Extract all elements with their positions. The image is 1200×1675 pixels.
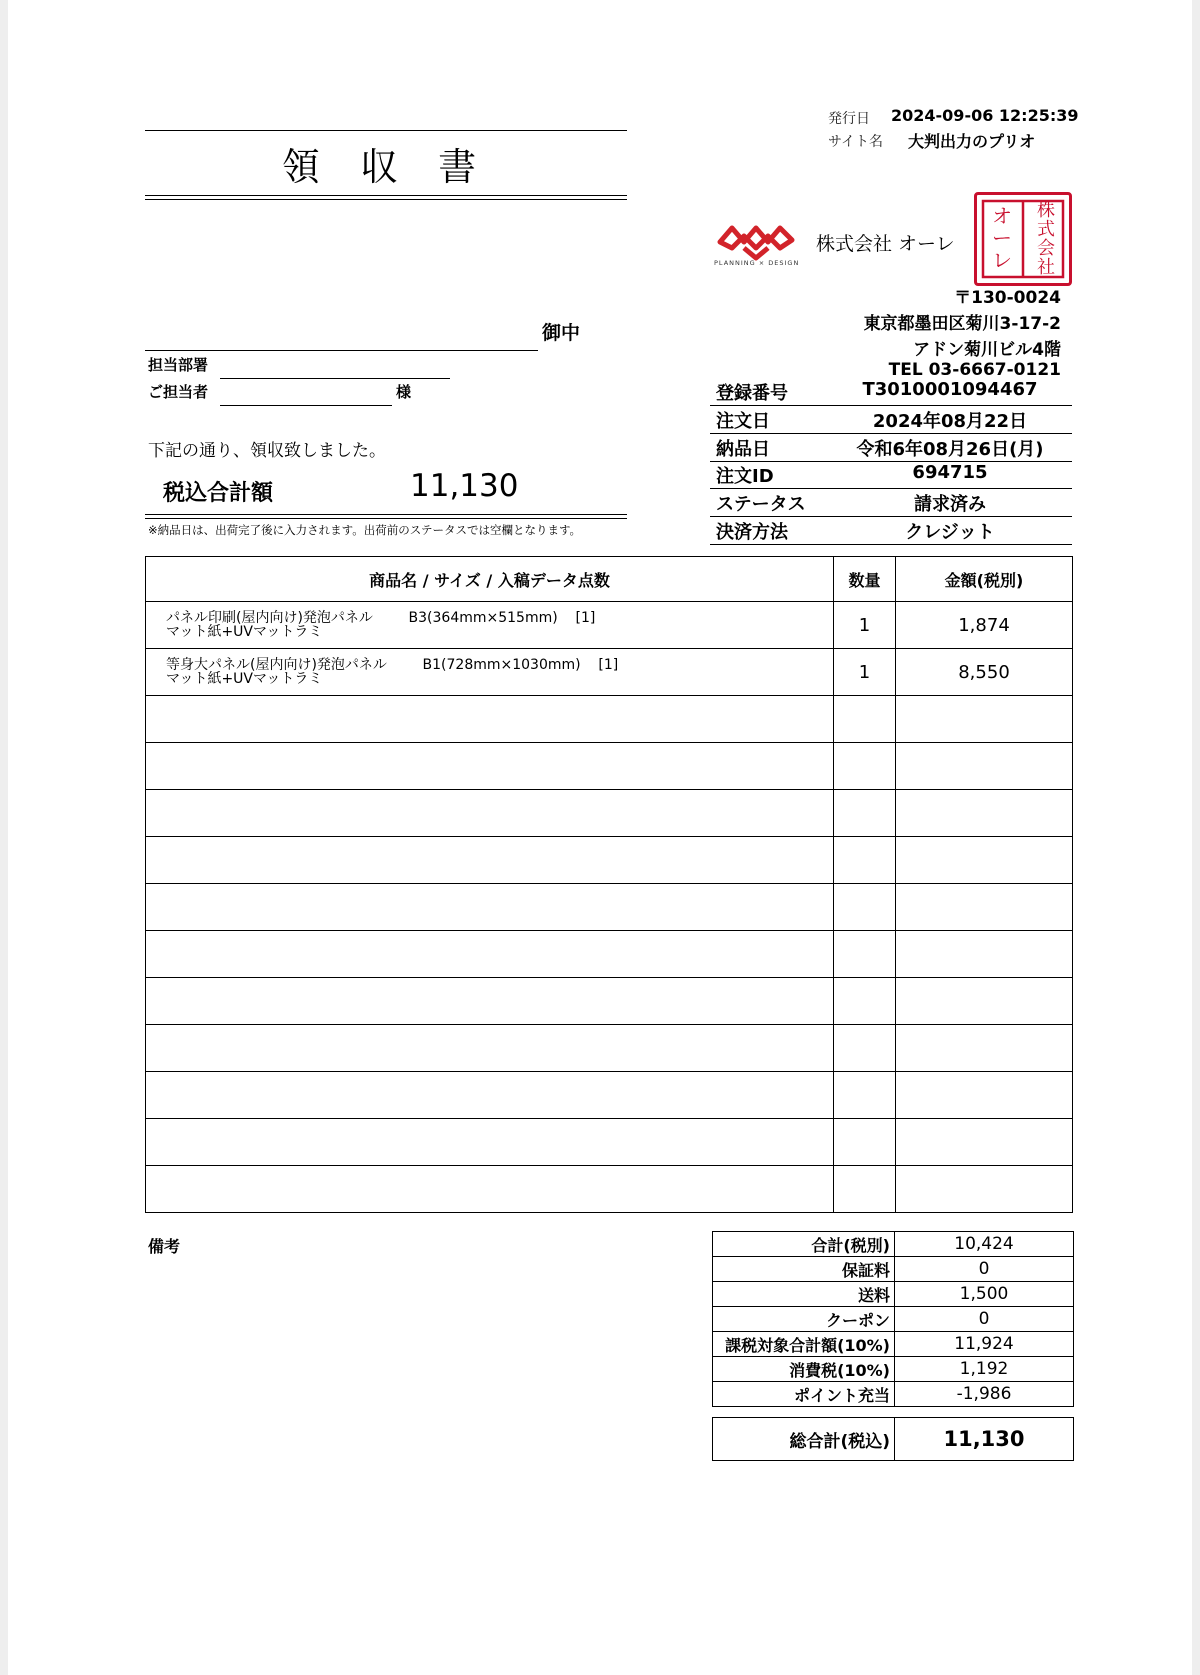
totals-label: 合計(税別) bbox=[713, 1232, 895, 1257]
order-info-label: 注文日 bbox=[716, 411, 770, 432]
empty-row bbox=[146, 743, 1073, 790]
company-postal: 〒130-0024 bbox=[954, 288, 1061, 308]
header-quantity: 数量 bbox=[834, 557, 896, 602]
seal-text-right: 株式会社 bbox=[1037, 200, 1055, 278]
order-info-value: 請求済み bbox=[914, 494, 986, 515]
company-tel: TEL 03-6667-0121 bbox=[888, 360, 1061, 380]
company-address-1: 東京都墨田区菊川3-17-2 bbox=[863, 314, 1061, 334]
items-header-row bbox=[146, 557, 1073, 602]
title-top-rule bbox=[145, 130, 627, 131]
order-info-value: 令和6年08月26日(月) bbox=[856, 439, 1044, 460]
totals-row bbox=[713, 1257, 1074, 1282]
totals-row bbox=[713, 1357, 1074, 1382]
item-amount: 8,550 bbox=[896, 649, 1073, 696]
totals-value: 0 bbox=[895, 1257, 1074, 1282]
totals-row bbox=[713, 1307, 1074, 1332]
totals-row bbox=[713, 1282, 1074, 1307]
header-amount: 金額(税別) bbox=[896, 557, 1073, 602]
site-name-value: 大判出力のプリオ bbox=[908, 132, 1036, 151]
empty-row bbox=[146, 790, 1073, 837]
company-address-2: アドン菊川ビル4階 bbox=[913, 340, 1061, 360]
item-amount: 1,874 bbox=[896, 602, 1073, 649]
item-finish: マット紙+UVマットラミ bbox=[166, 624, 323, 640]
sama-label: 様 bbox=[396, 383, 412, 401]
totals-value: 10,424 bbox=[895, 1232, 1074, 1257]
order-info-row bbox=[710, 405, 1072, 434]
order-info-row bbox=[710, 377, 1072, 406]
order-info-label: 決済方法 bbox=[716, 522, 788, 543]
totals-value: 1,500 bbox=[895, 1282, 1074, 1307]
title-bottom-rule-1 bbox=[145, 195, 627, 196]
total-rule-2 bbox=[145, 518, 627, 519]
total-amount: 11,130 bbox=[410, 468, 519, 504]
totals-label: 保証料 bbox=[713, 1257, 895, 1282]
dept-line bbox=[220, 378, 450, 379]
empty-row bbox=[146, 696, 1073, 743]
totals-value: -1,986 bbox=[895, 1382, 1074, 1407]
empty-row bbox=[146, 978, 1073, 1025]
grand-total-row bbox=[713, 1418, 1074, 1461]
recipient-name-line bbox=[145, 350, 538, 351]
item-description: 等身大パネル(屋内向け)発泡パネル B1(728mm×1030mm) [1] bbox=[166, 657, 619, 673]
empty-row bbox=[146, 837, 1073, 884]
title-bottom-rule-2 bbox=[145, 199, 627, 200]
order-info-label: 納品日 bbox=[716, 439, 770, 460]
empty-row bbox=[146, 931, 1073, 978]
company-seal bbox=[974, 192, 1072, 286]
order-info-value: 2024年08月22日 bbox=[872, 411, 1028, 432]
items-table bbox=[145, 556, 1073, 1213]
empty-row bbox=[146, 1072, 1073, 1119]
logo-tagline: PLANNING × DESIGN bbox=[714, 259, 800, 267]
totals-value: 0 bbox=[895, 1307, 1074, 1332]
onchu-label: 御中 bbox=[542, 322, 581, 344]
table-row bbox=[146, 649, 1073, 696]
issue-date-value: 2024-09-06 12:25:39 bbox=[891, 106, 1079, 125]
totals-row bbox=[713, 1332, 1074, 1357]
order-info-label: 登録番号 bbox=[716, 383, 788, 404]
order-info-row bbox=[710, 433, 1072, 462]
grand-total-table bbox=[712, 1417, 1074, 1461]
order-info-value: クレジット bbox=[905, 522, 995, 543]
order-info-row bbox=[710, 460, 1072, 489]
totals-table bbox=[712, 1231, 1074, 1407]
person-line bbox=[220, 405, 392, 406]
issue-date-label: 発行日 bbox=[828, 111, 870, 127]
total-rule-1 bbox=[145, 514, 627, 515]
totals-value: 11,924 bbox=[895, 1332, 1074, 1357]
item-description: パネル印刷(屋内向け)発泡パネル B3(364mm×515mm) [1] bbox=[166, 610, 596, 626]
dept-label: 担当部署 bbox=[148, 356, 209, 374]
order-info-label: 注文ID bbox=[716, 466, 774, 487]
empty-row bbox=[146, 1166, 1073, 1213]
totals-label: 送料 bbox=[713, 1282, 895, 1307]
item-finish: マット紙+UVマットラミ bbox=[166, 671, 323, 687]
order-info-label: ステータス bbox=[716, 494, 806, 515]
receipt-statement: 下記の通り、領収致しました。 bbox=[148, 441, 386, 461]
totals-label: 消費税(10%) bbox=[713, 1357, 895, 1382]
totals-row bbox=[713, 1232, 1074, 1257]
totals-label: ポイント充当 bbox=[713, 1382, 895, 1407]
item-name-cell bbox=[146, 602, 834, 649]
grand-total-value: 11,130 bbox=[895, 1418, 1074, 1461]
empty-row bbox=[146, 1025, 1073, 1072]
empty-row bbox=[146, 1119, 1073, 1166]
order-info-value: 694715 bbox=[912, 462, 988, 483]
item-quantity: 1 bbox=[834, 649, 896, 696]
item-name-cell bbox=[146, 649, 834, 696]
totals-value: 1,192 bbox=[895, 1357, 1074, 1382]
order-info-value: T3010001094467 bbox=[862, 379, 1038, 400]
seal-text-left: オーレ bbox=[992, 204, 1012, 272]
grand-total-label: 総合計(税込) bbox=[713, 1418, 895, 1461]
company-name: 株式会社 オーレ bbox=[816, 233, 955, 255]
order-info-row bbox=[710, 488, 1072, 517]
table-row bbox=[146, 602, 1073, 649]
total-label: 税込合計額 bbox=[163, 481, 274, 506]
order-info-row bbox=[710, 516, 1072, 545]
delivery-note: ※納品日は、出荷完了後に入力されます。出荷前のステータスでは空欄となります。 bbox=[148, 523, 582, 537]
totals-label: クーポン bbox=[713, 1307, 895, 1332]
site-name-label: サイト名 bbox=[828, 134, 884, 150]
header-product-name: 商品名 / サイズ / 入稿データ点数 bbox=[146, 557, 834, 602]
empty-row bbox=[146, 884, 1073, 931]
item-quantity: 1 bbox=[834, 602, 896, 649]
page-title: 領 収 書 bbox=[281, 145, 491, 189]
totals-row bbox=[713, 1382, 1074, 1407]
person-label: ご担当者 bbox=[148, 383, 209, 401]
remarks-label: 備考 bbox=[148, 1237, 181, 1256]
receipt-page bbox=[8, 0, 1192, 1675]
totals-label: 課税対象合計額(10%) bbox=[713, 1332, 895, 1357]
